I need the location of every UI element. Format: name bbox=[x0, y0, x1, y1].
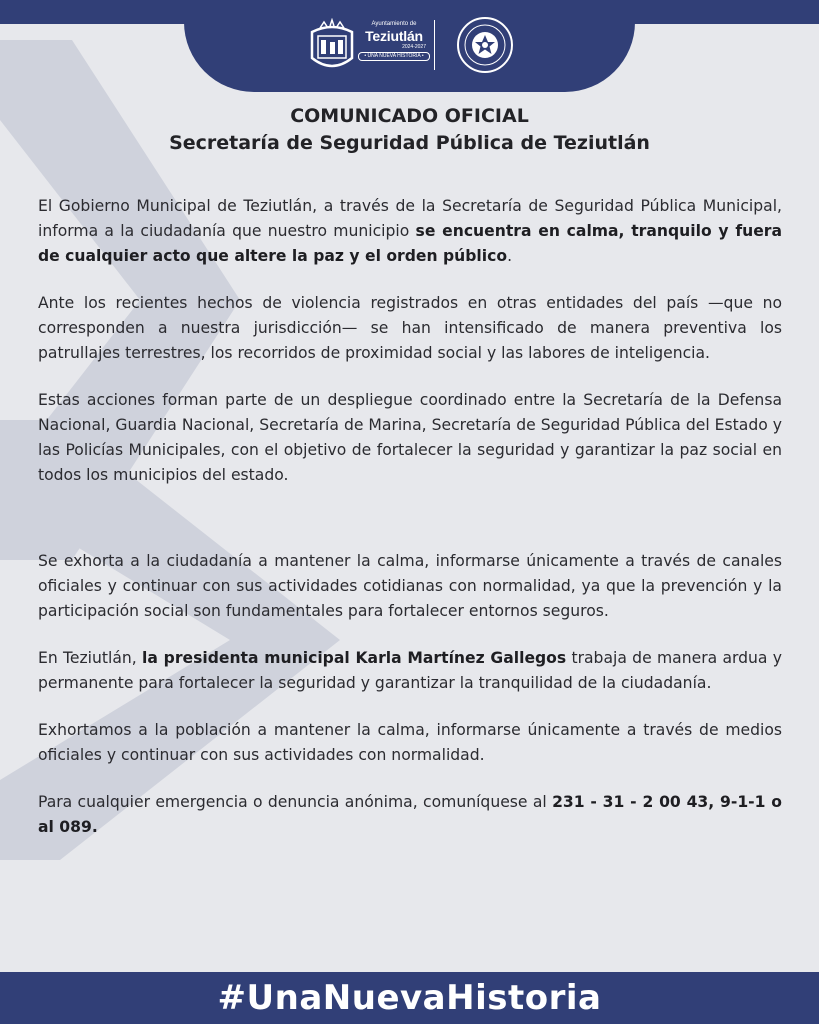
title-line-1: COMUNICADO OFICIAL bbox=[290, 105, 529, 127]
municipal-crest-icon bbox=[308, 18, 356, 74]
paragraph-5-bold: la presidenta municipal Karla Martínez Gallegos bbox=[142, 649, 567, 667]
paragraph-4: Se exhorta a la ciudadanía a mantener la calma, informarse únicamente a través de canales oficiales y continuar con sus actividades cotidianas con normalidad, ya que la prevención y la participación social son fundamentales para fortalecer entornos seguros. bbox=[38, 552, 782, 620]
title-line-2: Secretaría de Seguridad Pública de Teziutlán bbox=[169, 132, 650, 154]
paragraph-1-bold: se encuentra en calma, tranquilo y fuera de cualquier acto que altere la paz y el orden público bbox=[38, 222, 782, 265]
municipal-logo-text bbox=[358, 20, 430, 70]
logo-slogan: • UNA NUEVA HISTORIA • bbox=[358, 52, 430, 61]
paragraph-5-end: trabaja de manera ardua y permanente para fortalecer la seguridad y garantizar la tranquilidad de la ciudadanía. bbox=[38, 649, 782, 692]
paragraph-5-text: En Teziutlán, bbox=[38, 649, 143, 667]
paragraph-1-text: El Gobierno Municipal de Teziutlán, a través de la Secretaría de Seguridad Pública Municipal, informa a la ciudadanía que nuestro municipio bbox=[38, 197, 782, 240]
document-title bbox=[0, 103, 819, 157]
logo-divider bbox=[434, 20, 435, 70]
paragraph-2: Ante los recientes hechos de violencia registrados en otras entidades del país —que no corresponden a nuestra jurisdicción— se han intensificado de manera preventiva los patrullajes terrestres, los recorridos de proximidad social y las labores de inteligencia. bbox=[38, 294, 782, 362]
paragraph-7 bbox=[38, 790, 782, 840]
logo-name: Teziutlán bbox=[365, 28, 423, 44]
logo-small-text: Ayuntamiento de bbox=[371, 21, 417, 27]
paragraph-3: Estas acciones forman parte de un despliegue coordinado entre la Secretaría de la Defensa Nacional, Guardia Nacional, Secretaría de Marina, Secretaría de Seguridad Pública del Estado y las Policías Municipales, con el objetivo de fortalecer la seguridad y garantizar la paz social en todos los municipios del estado. bbox=[38, 391, 782, 484]
police-seal-icon bbox=[456, 16, 514, 74]
paragraph-7-text: Para cualquier emergencia o denuncia anónima, comuníquese al bbox=[38, 793, 553, 811]
paragraph-1 bbox=[38, 194, 782, 269]
footer-hashtag: #UnaNuevaHistoria bbox=[0, 972, 819, 1024]
logo-years: 2024-2027 bbox=[402, 44, 426, 50]
document-body bbox=[38, 194, 782, 840]
paragraph-6: Exhortamos a la población a mantener la calma, informarse únicamente a través de medios oficiales y continuar con sus actividades con normalidad. bbox=[38, 721, 782, 764]
paragraph-1-end: . bbox=[507, 247, 513, 265]
paragraph-5 bbox=[38, 646, 782, 696]
emergency-numbers: 231 - 31 - 2 00 43, 9-1-1 o al 089. bbox=[38, 793, 783, 836]
